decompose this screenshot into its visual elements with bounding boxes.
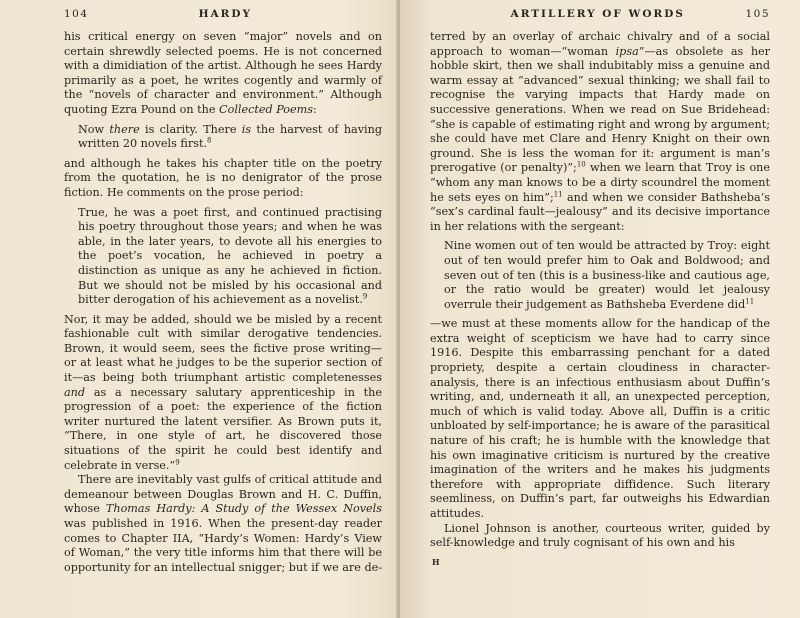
left-header	[64, 8, 382, 30]
right-quote-1: Nine women out of ten would be attracted by Troy: eight out of ten would prefer him to Oak and Boldwood; and seven out of ten (this is a business-like and cautious age, or the ratio would be greater) would let jealousy overrule their judgement as Bathsheba Everdene did$^{11}$	[444, 239, 770, 311]
left-body	[64, 30, 382, 575]
right-paragraph-3: Lionel Johnson is another, courteous writer, guided by self-knowledge and truly cognisant of his own and his	[430, 521, 770, 550]
left-paragraph-1: his critical energy on seven “major” novels and on certain shrewdly selected poems. He is not concerned with a dimidiation of the artist. Although he sees Hardy primarily as a poet, he writes cogently and warmly of the “novels of character and environment.” Although quoting Ezra Pound on the Collected Poems:	[64, 30, 382, 116]
left-quote-1: Now there is clarity. There is the harvest of having written 20 novels first.$^8$	[78, 122, 382, 151]
left-paragraph-3: Nor, it may be added, should we be misled by a recent fashionable cult with similar derogative tendencies. Brown, it would seem, sees the fictive prose writing—or at least what he judges to be the superior section of it—as being both triumphant artistic completenesses and as a necessary salutary apprenticeship in the progression of a poet: the experience of the fiction writer nurtured the latent versifier. As Brown puts it, “There, in one style of art, he discovered those situations of the spirit he could best identify and celebrate in verse.”$^9$	[64, 312, 382, 472]
left-page-number: 104	[64, 8, 89, 20]
right-body	[430, 30, 770, 567]
right-paragraph-2: —we must at these moments allow for the handicap of the extra weight of scepticism we have had to carry since 1916. Despite this embarrassing penchant for a dated propriety, despite a certain cloudiness in character-analysis, there is an infectious enthusiasm about Duffin’s writing, and, underneath it all, an unexpected perception, much of which is valid today. Above all, Duffin is a critic unbloated by self-importance; he is aware of the parasitical nature of his craft; he is humble with the knowledge that his own imaginative criticism is nurtured by the creative imagination of the writers and he makes his judgments therefore with appropriate diffidence. Such literary seemliness, on Duffin’s part, far outweighs his Edwardian attitudes.	[430, 317, 770, 520]
right-header	[430, 8, 770, 30]
right-paragraph-1: terred by an overlay of archaic chivalry and of a social approach to woman—“woman ipsa”—as obsolete as her hobble skirt, then we shall indubitably miss a genuine and warm essay at “advanced” sexual thinking; we shall fail to recognise the varying impacts that Hardy made on successive generations. When we read on Sue Bridehead: “she is capable of estimating right and wrong by argument; she could have met Clare and Henry Knight on their own ground. She is less the woman for it: argument is man’s prerogative (or penalty)”;$^{10}$ when we learn that Troy is one “whom any man knows to be a dirty scoundrel the moment he sets eyes on him”;$^{11}$ and when we consider Bathsheba’s “sex’s cardinal fault—jealousy” and its decisive importance in her relations with the sergeant:	[430, 30, 771, 233]
signature-mark: H	[432, 556, 440, 567]
right-running-head: ARTILLERY OF WORDS	[510, 8, 685, 20]
right-page-number: 105	[745, 8, 770, 20]
right-page	[400, 0, 800, 618]
left-paragraph-4: There are inevitably vast gulfs of critical attitude and demeanour between Douglas Brown and H. C. Duffin, whose Thomas Hardy: A Study of the Wessex Novels was published in 1916. When the present-day reader comes to Chapter IIA, “Hardy’s Women: Hardy’s View of Woman,” the very title informs him that there will be opportunity for an intellectual snigger; but if we are de-	[64, 473, 383, 574]
left-running-head: HARDY	[198, 8, 252, 20]
left-quote-2: True, he was a poet first, and continued practising his poetry throughout those years; and when he was able, in the later years, to devote all his energies to the poet’s vocation, he achieved in poetry a distinction as unique as any he achieved in fiction. But we should not be misled by his occasional and bitter derogation of his achievement as a novelist.$^9$	[78, 205, 382, 307]
left-paragraph-2: and although he takes his chapter title on the poetry from the quotation, he is no denigrator of the prose fiction. He comments on the prose period:	[64, 156, 382, 199]
